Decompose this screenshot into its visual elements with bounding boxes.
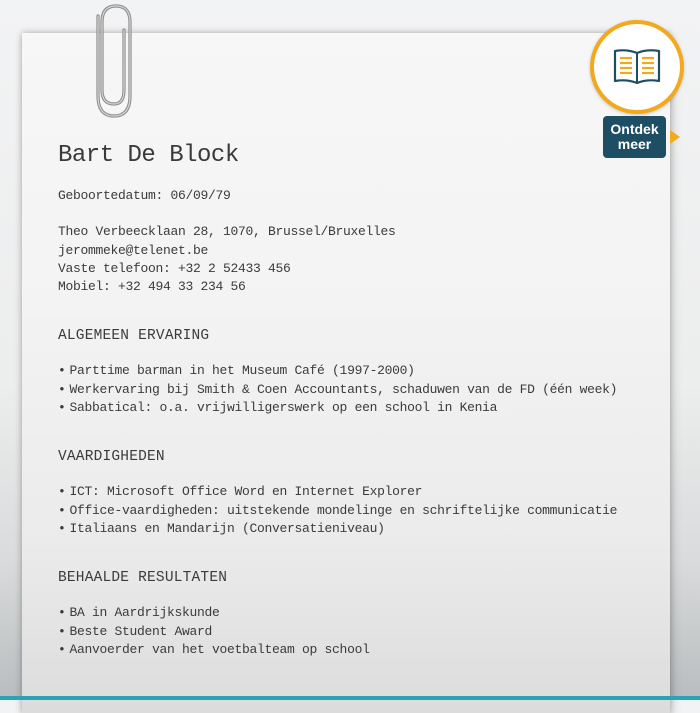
address: Theo Verbeecklaan 28, 1070, Brussel/Bruxelles — [58, 224, 396, 240]
cv-name: Bart De Block — [58, 142, 239, 169]
discover-more-badge[interactable] — [588, 18, 684, 168]
badge-label-line2: meer — [617, 136, 652, 152]
list-item: • Werkervaring bij Smith & Coen Accountants, schaduwen van de FD (één week) — [58, 381, 658, 399]
section-title-experience: ALGEMEEN ERVARING — [58, 328, 210, 345]
section-title-results: BEHAALDE RESULTATEN — [58, 570, 228, 587]
discover-more-label[interactable] — [603, 116, 666, 158]
cv-content — [58, 142, 658, 659]
list-item: • Sabbatical: o.a. vrijwilligerswerk op een school in Kenia — [58, 399, 658, 417]
badge-circle[interactable] — [590, 20, 684, 114]
results-list — [58, 604, 658, 659]
skills-list — [58, 483, 658, 538]
open-book-icon — [611, 47, 663, 87]
list-item: • Beste Student Award — [58, 623, 658, 641]
paperclip-icon — [76, 0, 136, 124]
bottom-accent-strip — [0, 696, 700, 700]
list-item: • Parttime barman in het Museum Café (1997-2000) — [58, 362, 658, 380]
list-item: • Office-vaardigheden: uitstekende mondelinge en schriftelijke communicatie — [58, 502, 658, 520]
play-arrow-icon[interactable] — [670, 130, 680, 144]
list-item: • ICT: Microsoft Office Word en Internet Explorer — [58, 483, 658, 501]
list-item: • Italiaans en Mandarijn (Conversatieniveau) — [58, 520, 658, 538]
list-item: • BA in Aardrijkskunde — [58, 604, 658, 622]
list-item: • Aanvoerder van het voetbalteam op school — [58, 641, 658, 659]
phone: Vaste telefoon: +32 2 52433 456 — [58, 260, 291, 276]
birthdate: Geboortedatum: 06/09/79 — [58, 188, 231, 203]
badge-label-line1: Ontdek — [610, 121, 659, 137]
experience-list — [58, 362, 658, 417]
section-title-skills: VAARDIGHEDEN — [58, 449, 165, 466]
email: jerommeke@telenet.be — [58, 242, 209, 258]
mobile: Mobiel: +32 494 33 234 56 — [58, 279, 246, 295]
